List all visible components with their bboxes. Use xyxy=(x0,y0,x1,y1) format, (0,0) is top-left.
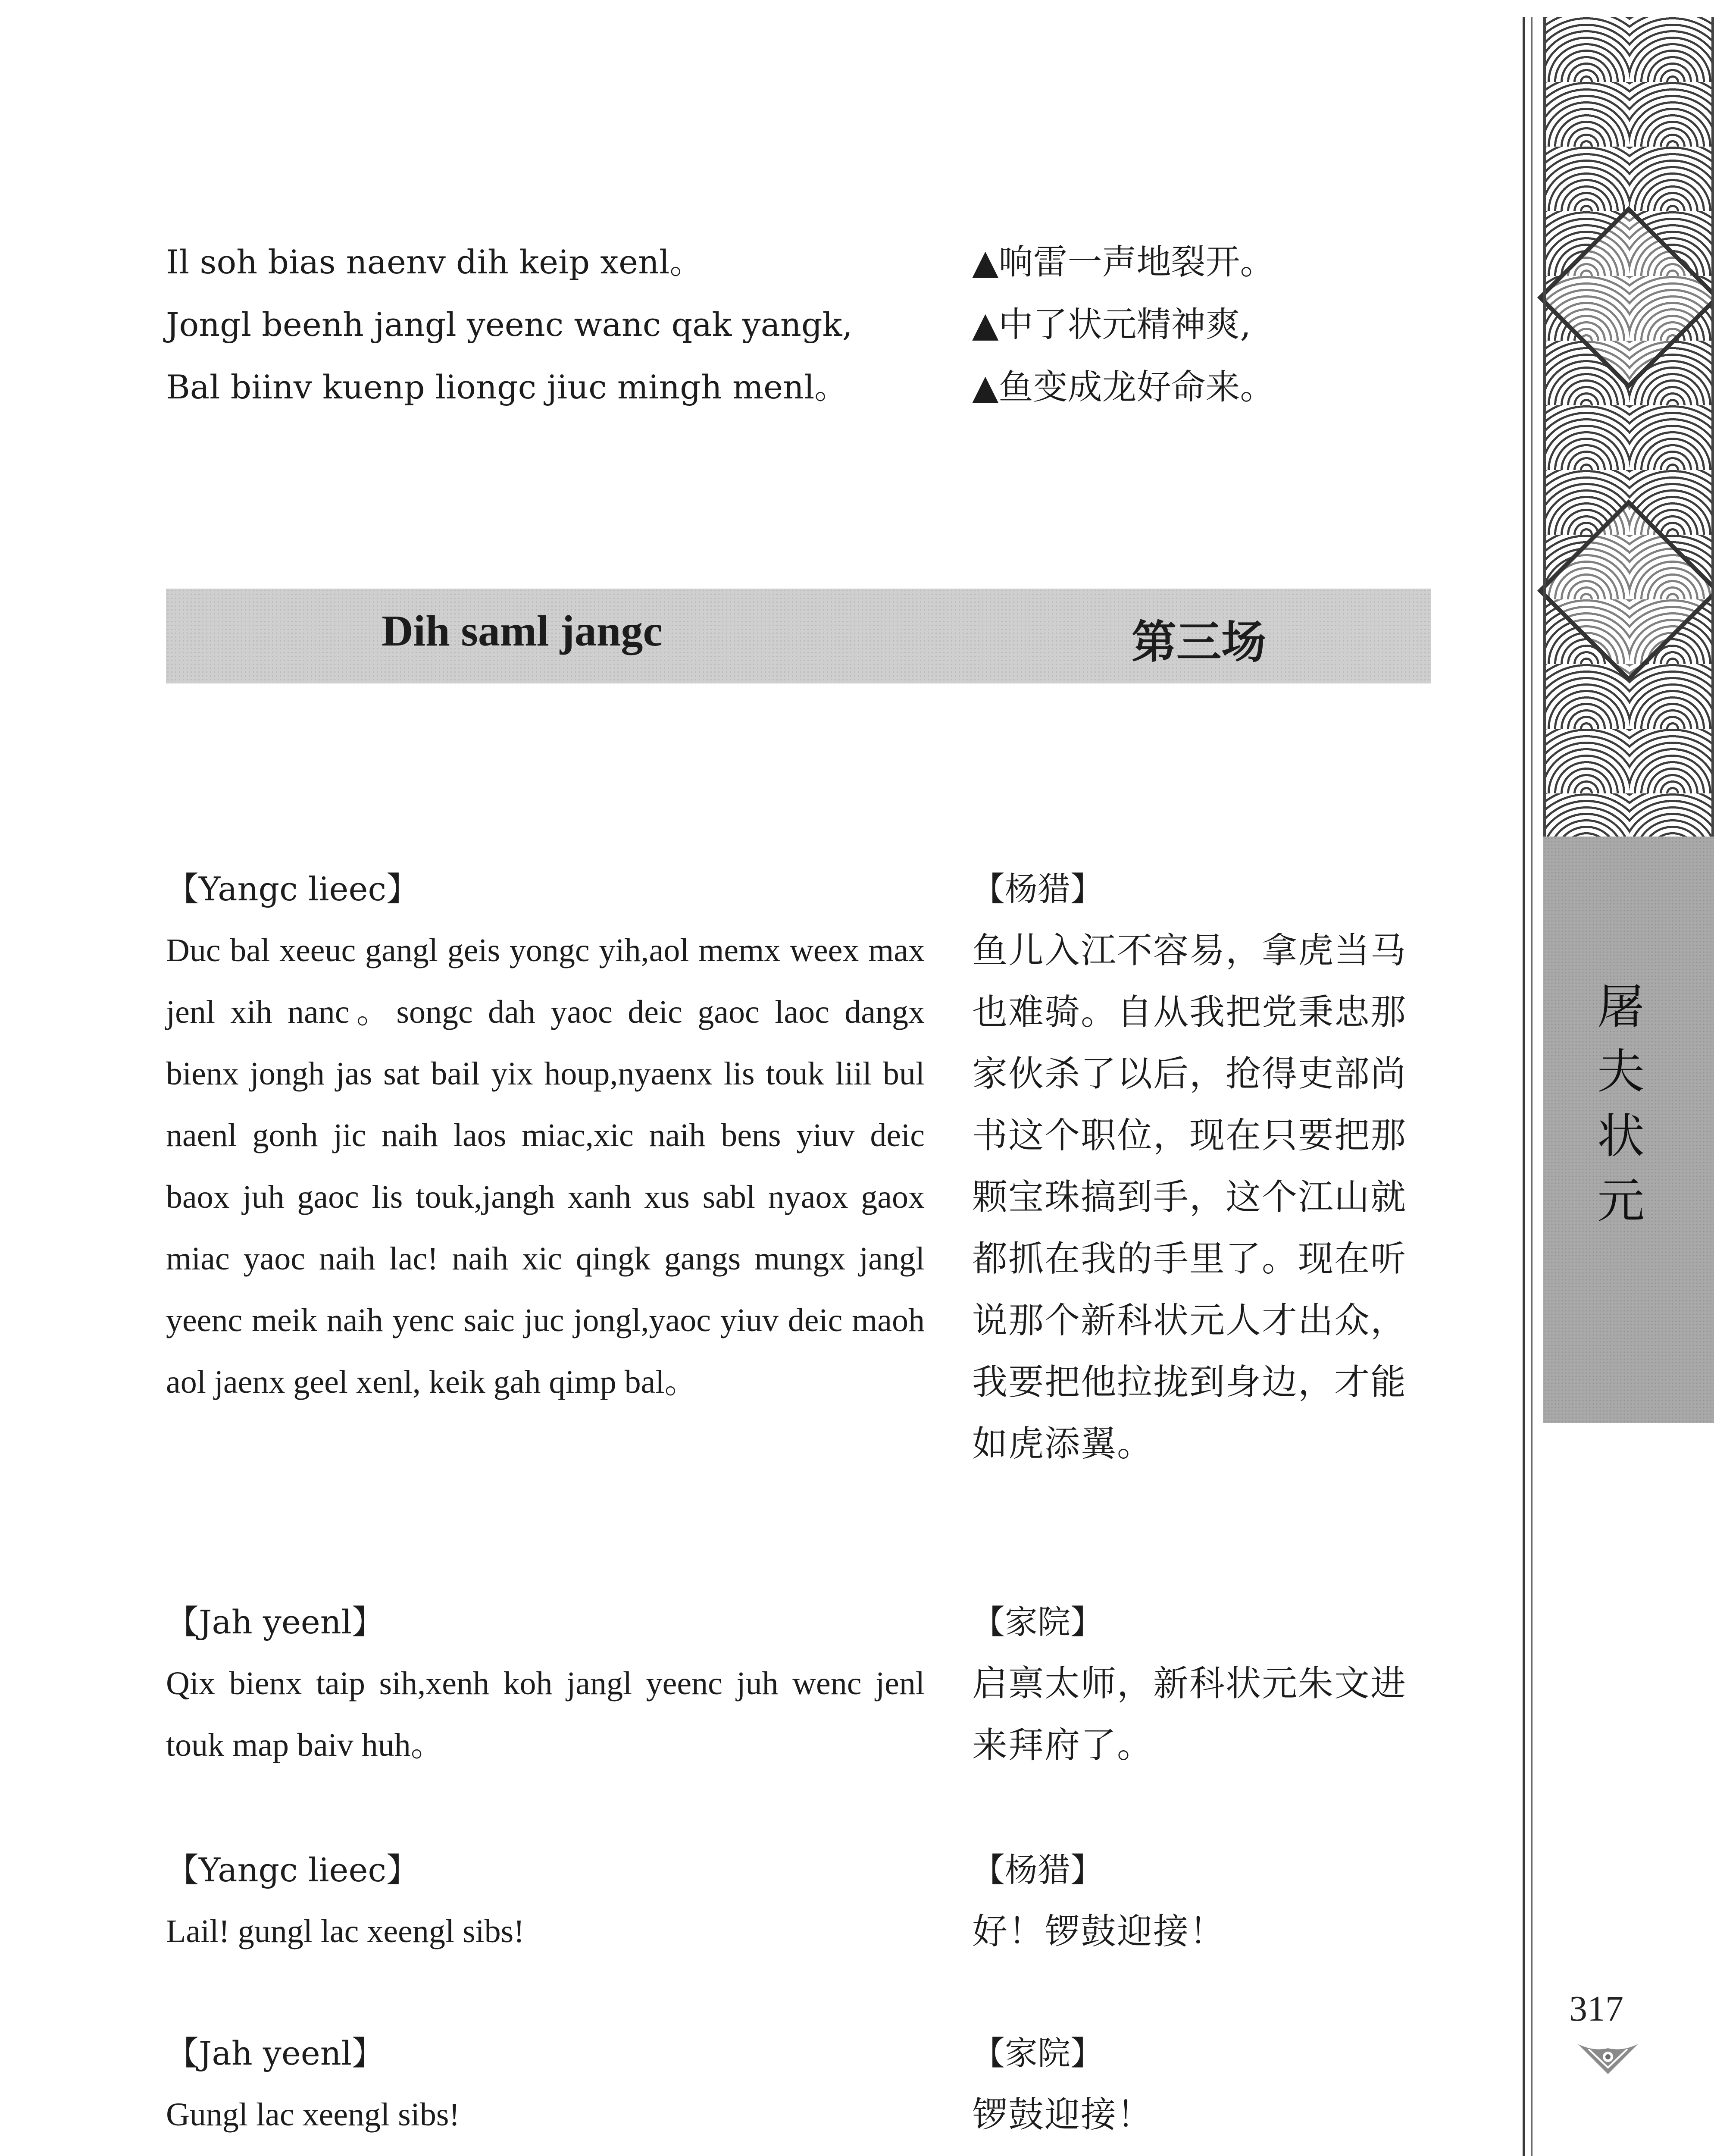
title-char: 屠 xyxy=(1597,979,1645,1034)
dialogue-text: 启禀太师，新科状元朱文进来拜府了。 xyxy=(972,1663,1407,1766)
speaker-name: 【Yangc lieec】 xyxy=(166,1851,419,1889)
dialogue-right xyxy=(972,2022,1442,2146)
cloud-pattern-ornament xyxy=(1543,17,1714,837)
title-char: 元 xyxy=(1597,1173,1645,1228)
section-title-dong: Dih saml jangc xyxy=(382,607,663,655)
dialogue-text: Gungl lac xeengl sibs! xyxy=(166,2096,460,2133)
section-title-chinese: 第三场 xyxy=(1132,615,1267,668)
ornament-frame xyxy=(1543,17,1714,837)
poem-line: ▲鱼变成龙好命来。 xyxy=(972,367,1275,407)
dialogue-left xyxy=(166,858,925,1413)
poem-line: Il soh bias naenv dih keip xenl。 xyxy=(166,243,703,281)
page-number-ornament-icon xyxy=(1576,2040,1640,2078)
dialogue-text: Lail! gungl lac xeengl sibs! xyxy=(166,1913,525,1949)
margin-rule xyxy=(1523,17,1525,2156)
dialogue-left xyxy=(166,1839,925,1962)
poem-line: ▲响雷一声地裂开。 xyxy=(972,242,1275,282)
dialogue-text: 鱼儿入江不容易，拿虎当马也难骑。自从我把党秉忠那家伙杀了以后，抢得吏部尚书这个职位，现在只要把那颗宝珠搞到手，这个江山就都抓在我的手里了。现在听说那个新科状元人才出众，我要把他拉拢到身边，才能如虎添翼。 xyxy=(972,930,1407,1464)
poem-chinese xyxy=(972,231,1442,418)
poem-dong xyxy=(166,231,925,418)
title-char: 状 xyxy=(1597,1109,1645,1164)
speaker-name: 【家院】 xyxy=(972,1603,1103,1641)
section-banner xyxy=(166,589,1431,683)
speaker-name: 【Jah yeenl】 xyxy=(166,1603,385,1641)
speaker-name: 【杨猎】 xyxy=(972,1851,1103,1889)
dialogue-left xyxy=(166,2022,925,2146)
dialogue-right xyxy=(972,1591,1442,1776)
title-char: 夫 xyxy=(1597,1044,1645,1099)
poem-line: Bal biinv kuenp liongc jiuc mingh menl。 xyxy=(166,368,848,406)
page-number: 317 xyxy=(1569,1989,1623,2029)
poem-line: Jongl beenh jangl yeenc wanc qak yangk, xyxy=(166,305,853,344)
dialogue-left xyxy=(166,1591,925,1776)
dialogue-right xyxy=(972,858,1442,1475)
dialogue-text: Duc bal xeeuc gangl geis yongc yih,aol memx weex max jenl xih nanc。songc dah yaoc deic gaoc laoc dangx bienx jongh jas sat bail yix houp,nyaenx lis touk liil bul naenl gonh jic naih laos miac,xic naih bens yiuv deic baox juh gaoc lis touk,jangh xanh xus sabl nyaox gaox miac yaoc naih lac! naih xic qingk gangs mungx jangl yeenc meik naih yenc saic juc jongl,yaoc yiuv deic maoh aol jaenx geel xenl, keik gah qimp bal。 xyxy=(166,932,925,1400)
speaker-name: 【杨猎】 xyxy=(972,870,1103,908)
dialogue-text: 锣鼓迎接！ xyxy=(972,2094,1154,2135)
speaker-name: 【Yangc lieec】 xyxy=(166,870,419,908)
dialogue-text: Qix bienx taip sih,xenh koh jangl yeenc juh wenc jenl touk map baiv huh。 xyxy=(166,1665,925,1763)
speaker-name: 【家院】 xyxy=(972,2034,1103,2072)
poem-line: ▲中了状元精神爽, xyxy=(972,304,1251,345)
margin-rule xyxy=(1531,17,1533,2156)
speaker-name: 【Jah yeenl】 xyxy=(166,2034,385,2072)
book-title-vertical xyxy=(1586,975,1655,1233)
dialogue-right xyxy=(972,1839,1442,1962)
dialogue-text: 好！锣鼓迎接！ xyxy=(972,1911,1226,1952)
